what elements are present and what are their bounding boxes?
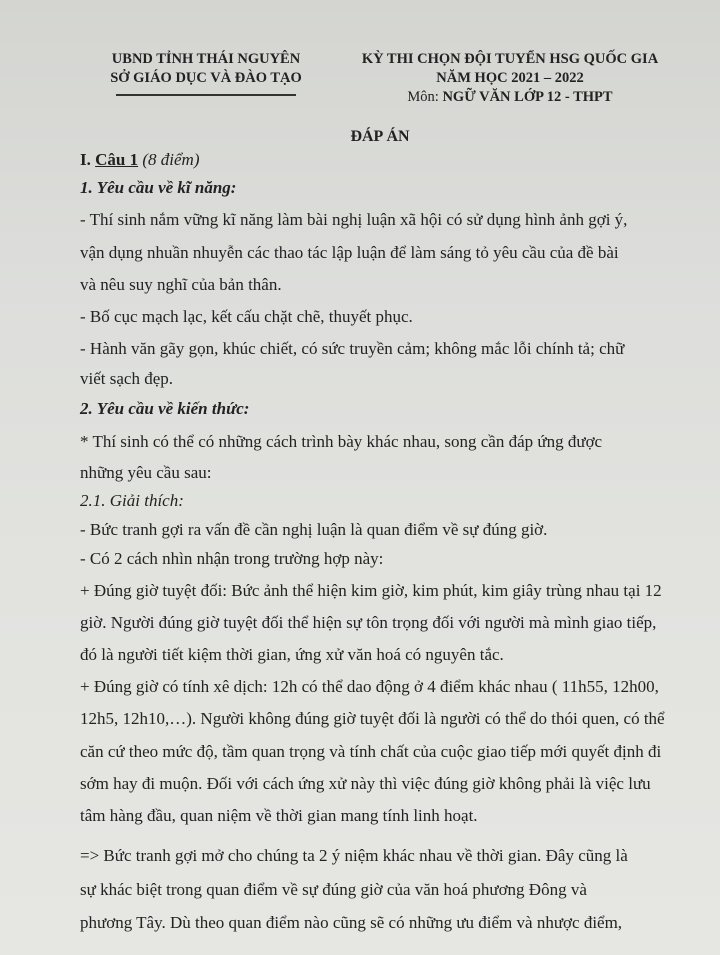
header-left-line1: UBND TỈNH THÁI NGUYÊN bbox=[111, 51, 301, 67]
subject-value: NGỮ VĂN LỚP 12 - THPT bbox=[442, 89, 613, 105]
text-line: và nêu suy nghĩ của bản thân. bbox=[80, 275, 282, 294]
header-left-line2: SỞ GIÁO DỤC VÀ ĐÀO TẠO bbox=[110, 70, 302, 86]
subheading: 2.1. Giải thích: bbox=[80, 491, 184, 510]
text-line: tâm hàng đầu, quan niệm về thời gian mang tính linh hoạt. bbox=[80, 806, 478, 825]
text-line: - Bức tranh gợi ra vấn đề cần nghị luận là quan điểm về sự đúng giờ. bbox=[80, 520, 548, 539]
text-line: - Bố cục mạch lạc, kết cấu chặt chẽ, thuyết phục. bbox=[80, 307, 413, 326]
text-line: căn cứ theo mức độ, tầm quan trọng và tính chất của cuộc giao tiếp mới quyết định đi bbox=[80, 742, 662, 761]
text-line: - Thí sinh nắm vững kĩ năng làm bài nghị luận xã hội có sử dụng hình ảnh gợi ý, bbox=[80, 210, 628, 229]
text-line: * Thí sinh có thể có những cách trình bày khác nhau, song cần đáp ứng được bbox=[80, 432, 603, 451]
subject-label: Môn: bbox=[407, 89, 443, 105]
text-line: những yêu cầu sau: bbox=[80, 463, 212, 482]
page-title: ĐÁP ÁN bbox=[350, 128, 410, 145]
section-number: I. bbox=[80, 150, 96, 169]
text-line: => Bức tranh gợi mở cho chúng ta 2 ý niệm khác nhau về thời gian. Đây cũng là bbox=[80, 846, 628, 865]
text-line: viết sạch đẹp. bbox=[80, 369, 173, 388]
text-line: sớm hay đi muộn. Đối với cách ứng xử này thì việc đúng giờ không phải là việc lưu bbox=[80, 774, 651, 793]
section-label: Câu 1 bbox=[95, 150, 139, 169]
text-line: + Đúng giờ có tính xê dịch: 12h có thể dao động ở 4 điểm khác nhau ( 11h55, 12h00, bbox=[80, 677, 659, 696]
text-line: giờ. Người đúng giờ tuyệt đối thể hiện sự tôn trọng đối với người mà mình giao tiếp, bbox=[80, 613, 657, 632]
school-year: NĂM HỌC 2021 – 2022 bbox=[436, 70, 584, 86]
section-points: (8 điểm) bbox=[138, 150, 200, 169]
text-line: vận dụng nhuần nhuyễn các thao tác lập luận để làm sáng tỏ yêu cầu của đề bài bbox=[80, 243, 619, 262]
text-line: 12h5, 12h10,…). Người không đúng giờ tuyệt đối là người có thể do thói quen, có thể bbox=[80, 709, 665, 728]
text-line: phương Tây. Dù theo quan điểm nào cũng sẽ có những ưu điểm và nhược điểm, bbox=[80, 913, 623, 932]
text-line: đó là người tiết kiệm thời gian, ứng xử văn hoá có nguyên tắc. bbox=[80, 645, 504, 664]
subheading: 2. Yêu cầu về kiến thức: bbox=[80, 399, 250, 418]
exam-name: KỲ THI CHỌN ĐỘI TUYỂN HSG QUỐC GIA bbox=[361, 51, 659, 67]
header-left-underline bbox=[116, 94, 296, 96]
text-line: - Có 2 cách nhìn nhận trong trường hợp này: bbox=[80, 549, 384, 568]
text-line: sự khác biệt trong quan điểm về sự đúng giờ của văn hoá phương Đông và bbox=[80, 880, 587, 899]
subject-line bbox=[340, 88, 680, 107]
subheading: 1. Yêu cầu về kĩ năng: bbox=[80, 178, 237, 197]
text-line: - Hành văn gãy gọn, khúc chiết, có sức truyền cảm; không mắc lỗi chính tả; chữ bbox=[80, 339, 625, 358]
header-left bbox=[96, 50, 316, 96]
header-right bbox=[340, 50, 680, 107]
section-heading bbox=[80, 150, 680, 170]
text-line: + Đúng giờ tuyệt đối: Bức ảnh thể hiện kim giờ, kim phút, kim giây trùng nhau tại 12 bbox=[80, 581, 662, 600]
